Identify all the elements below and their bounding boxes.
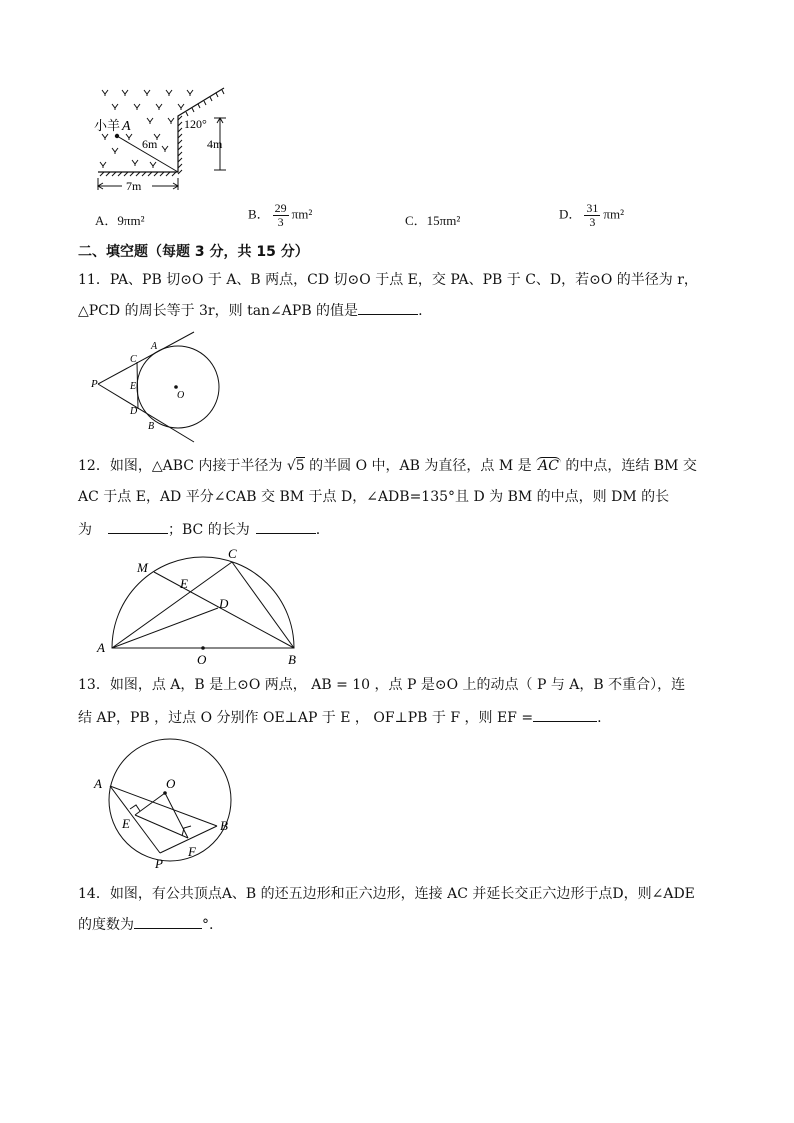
label-o: O [197, 652, 207, 666]
segment-cb [232, 562, 294, 648]
label-a: A [94, 776, 102, 791]
label-e: E [122, 816, 130, 831]
fraction-numerator: 31 [586, 201, 599, 215]
rope-length-label: 6m [142, 137, 158, 151]
circle-o [137, 346, 219, 428]
label-p: P [155, 856, 163, 871]
segment-of [165, 793, 188, 838]
label-o: O [177, 390, 185, 401]
goat-label: 小羊 [94, 118, 121, 133]
label-b: B [148, 421, 155, 432]
circle-o [109, 739, 231, 861]
angle-label: 120° [184, 117, 207, 131]
center-dot [174, 385, 178, 389]
label-b: B [288, 652, 296, 666]
right-angle-e [130, 805, 140, 811]
label-a: A [151, 341, 158, 352]
q10-option-c [405, 210, 460, 229]
label-m: M [137, 560, 148, 575]
height-label: 4m [207, 137, 223, 151]
label-p: P [91, 378, 98, 390]
option-letter: B． [248, 206, 270, 222]
q11-line2: △PCD 的周长等于 3r，则 tan∠APB 的值是 . [78, 300, 423, 321]
center-dot [163, 791, 167, 795]
q12-line3: 为 ；BC 的长为 . [78, 519, 320, 540]
option-fraction [584, 202, 600, 229]
option-text: 9πm² [117, 213, 145, 228]
option-unit: πm² [603, 206, 624, 222]
label-o: O [166, 776, 176, 791]
label-c: C [228, 546, 237, 561]
tangent-cd [137, 362, 138, 409]
answer-blank-dm [108, 519, 168, 534]
label-c: C [130, 354, 137, 365]
q14-line1: 14．如图，有公共顶点A、B 的还五边形和正六边形，连接 AC 并延长交正六边形于点D，则∠ADE [78, 886, 695, 902]
answer-blank [358, 300, 418, 315]
label-a: A [97, 640, 105, 655]
option-letter: D． [559, 206, 582, 222]
width-label: 7m [126, 179, 142, 193]
q12-line2: AC 于点 E，AD 平分∠CAB 交 BM 于点 D，∠ADB=135°且 D 为 BM 的中点，则 DM 的长 [78, 489, 670, 505]
label-d: D [219, 596, 229, 611]
fraction-denominator: 3 [589, 215, 596, 229]
label-b: B [220, 818, 228, 833]
fraction-denominator: 3 [277, 215, 284, 229]
chord-ap [110, 786, 160, 853]
q13-line1: 13．如图，点 A，B 是上⊙O 两点， AB = 10 ，点 P 是⊙O 上的动点（ P 与 A，B 不重合），连 [78, 677, 686, 693]
point-a-label: A [122, 119, 131, 134]
option-letter: A． [95, 213, 118, 228]
option-text: 15πm² [426, 213, 461, 228]
segment-ef [135, 815, 188, 838]
arc-notation: AC [538, 458, 559, 474]
segment-ad [112, 608, 218, 648]
answer-blank-bc [256, 519, 316, 534]
label-d: D [130, 406, 138, 417]
q14-line2: 的度数为 °. [78, 914, 213, 935]
answer-blank [533, 707, 597, 722]
q11-line1: 11．PA、PB 切⊙O 于 A、B 两点，CD 切⊙O 于点 E，交 PA、PB 于 C、D，若⊙O 的半径为 r， [78, 272, 698, 288]
q11-text: △PCD 的周长等于 3r，则 tan∠APB 的值是 [78, 303, 359, 319]
q13-figure [90, 736, 240, 872]
q12-line1: 12．如图，△ABC 内接于半径为 √5 的半圆 O 中，AB 为直径，点 M 是 AC 的中点，连结 BM 交 [78, 458, 697, 474]
q13-line2: 结 AP，PB ，过点 O 分别作 OE⊥AP 于 E ， OF⊥PB 于 F ，则 EF = . [78, 707, 602, 728]
q11-figure [88, 328, 220, 446]
q10-option-d [559, 202, 624, 229]
segment-oe [135, 793, 165, 815]
option-unit: πm² [291, 206, 313, 222]
label-f: F [188, 844, 196, 859]
sqrt-expression: √5 [286, 458, 305, 474]
q12-figure [92, 542, 312, 666]
q10-figure [92, 82, 238, 194]
option-fraction [273, 202, 289, 229]
fraction-numerator: 29 [274, 201, 287, 215]
label-e: E [130, 381, 137, 392]
tangent-pa [98, 332, 194, 384]
option-letter: C． [405, 213, 427, 228]
q10-option-a [95, 210, 144, 229]
center-dot [201, 646, 205, 650]
section-title: 二、填空题（每题 3 分，共 15 分） [78, 244, 309, 260]
q10-option-b [248, 202, 312, 229]
answer-blank [134, 914, 202, 929]
label-e: E [180, 576, 188, 591]
